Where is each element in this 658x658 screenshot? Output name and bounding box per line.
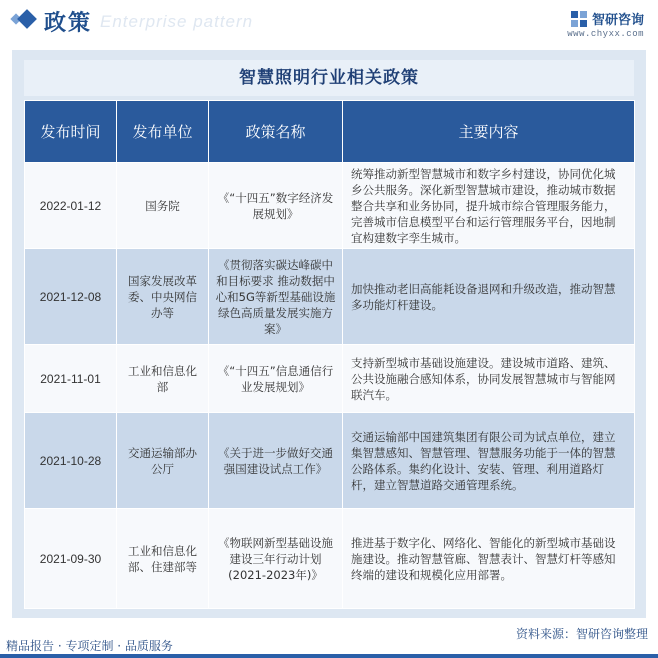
- footer-slogan: 精品报告 · 专项定制 · 品质服务: [6, 639, 173, 653]
- cell-content: 推进基于数字化、网络化、智能化的新型城市基础设施建设。推动智慧管廊、智慧表计、智慧灯杆等感知终端的建设和规模化应用部署。: [343, 509, 635, 609]
- cell-policy: 《物联网新型基础设施建设三年行动计划(2021-2023年)》: [209, 509, 343, 609]
- table-row: [25, 413, 635, 509]
- table-title: 智慧照明行业相关政策: [24, 60, 634, 96]
- column-header-issuer: 发布单位: [117, 101, 209, 163]
- brand-name: 智研咨询: [591, 13, 644, 28]
- cell-content: 支持新型城市基础设施建设。建设城市道路、建筑、公共设施融合感知体系，协同发展智慧城市与智能网联汽车。: [343, 345, 635, 413]
- cell-policy: 《贯彻落实碳达峰碳中和目标要求 推动数据中心和5G等新型基础设施绿色高质量发展实施方案》: [209, 249, 343, 345]
- cell-content: 统筹推动新型智慧城市和数字乡村建设，协同优化城乡公共服务。深化新型智慧城市建设，推动城市数据整合共享和业务协同，提升城市综合管理服务能力，完善城市信息模型平台和运行管理服务平台，因地制宜构建数字孪生城市。: [343, 163, 635, 249]
- cell-date: 2021-09-30: [25, 509, 117, 609]
- brand: [567, 8, 644, 39]
- cell-date: 2022-01-12: [25, 163, 117, 249]
- brand-url: www.chyxx.com: [567, 29, 644, 39]
- footer-bar: [0, 654, 658, 658]
- page-footer: [0, 622, 658, 658]
- cell-policy: 《“十四五”信息通信行业发展规划》: [209, 345, 343, 413]
- cell-content: 加快推动老旧高能耗设备退网和升级改造，推动智慧多功能灯杆建设。: [343, 249, 635, 345]
- cell-date: 2021-11-01: [25, 345, 117, 413]
- column-header-content: 主要内容: [343, 101, 635, 163]
- table-header-row: [25, 101, 635, 163]
- policy-table: [24, 100, 635, 609]
- page-title: 政策: [44, 11, 93, 36]
- table-row: [25, 509, 635, 609]
- cell-date: 2021-10-28: [25, 413, 117, 509]
- cell-content: 交通运输部中国建筑集团有限公司为试点单位，建立集智慧感知、智慧管理、智慧服务功能于一体的智慧公路体系。集约化设计、安装、管理、利用道路灯杆，建立智慧道路交通管理系统。: [343, 413, 635, 509]
- cell-issuer: 工业和信息化部、住建部等: [117, 509, 209, 609]
- cell-date: 2021-12-08: [25, 249, 117, 345]
- cell-issuer: 交通运输部办公厅: [117, 413, 209, 509]
- brand-logo-icon: [570, 10, 588, 28]
- cell-issuer: 工业和信息化部: [117, 345, 209, 413]
- column-header-date: 发布时间: [25, 101, 117, 163]
- table-row: [25, 163, 635, 249]
- cell-issuer: 国家发展改革委、中央网信办等: [117, 249, 209, 345]
- header-watermark: Enterprise pattern: [100, 12, 254, 31]
- column-header-policy: 政策名称: [209, 101, 343, 163]
- page-header: [0, 0, 658, 42]
- cell-issuer: 国务院: [117, 163, 209, 249]
- footer-source: 资料来源：智研咨询整理: [515, 627, 648, 641]
- diamond-icon: [17, 9, 37, 29]
- cell-policy: 《关于进一步做好交通强国建设试点工作》: [209, 413, 343, 509]
- table-row: [25, 249, 635, 345]
- cell-policy: 《“十四五”数字经济发展规划》: [209, 163, 343, 249]
- table-row: [25, 345, 635, 413]
